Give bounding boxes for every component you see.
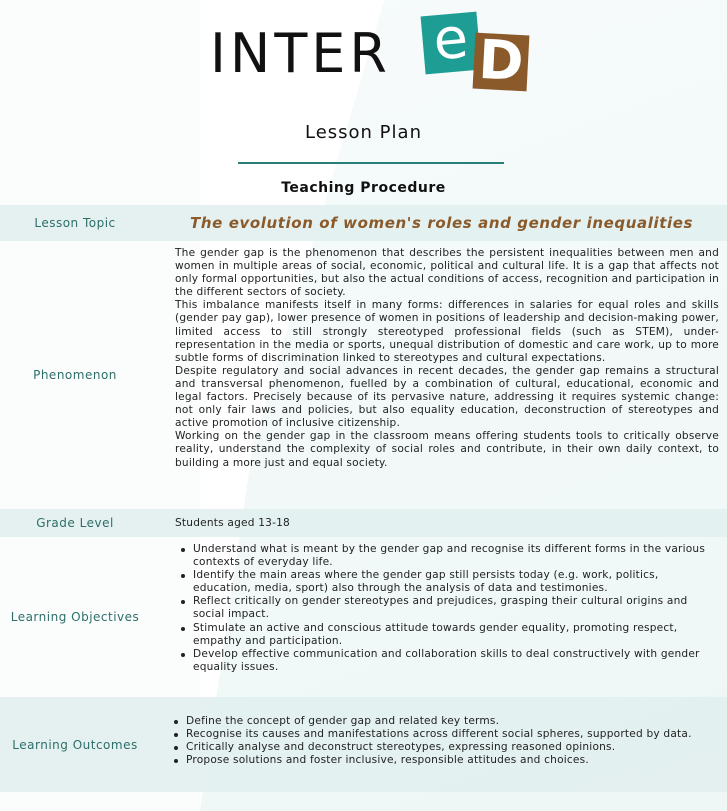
- document-title: Lesson Plan: [305, 122, 422, 143]
- logo-d-tile: D: [473, 33, 530, 92]
- objective-item: Understand what is meant by the gender gap and recognise its different forms in the various contexts of everyday life.: [175, 543, 719, 569]
- objective-item: Stimulate an active and conscious attitude towards gender equality, promoting respect, empathy and participation.: [175, 622, 719, 648]
- label-learning-outcomes: Learning Outcomes: [12, 737, 138, 752]
- row-grade-level: [0, 509, 727, 537]
- label-lesson-topic: Lesson Topic: [34, 216, 116, 230]
- learning-outcomes-list: [168, 715, 719, 767]
- phenomenon-paragraph: This imbalance manifests itself in many forms: differences in salaries for equal roles and skills (gender pay gap), lower presence of women in positions of leadership and decision-making power, limited access to still strongly stereotyped professional fields (such as STEM), under-representation in the media or sports, unequal distribution of domestic and care work, up to more subtle forms of discrimination linked to stereotypes and cultural expectations.: [175, 299, 719, 364]
- grade-level-value: Students aged 13-18: [175, 517, 290, 529]
- row-learning-objectives: [0, 537, 727, 697]
- outcome-item: Propose solutions and foster inclusive, responsible attitudes and choices.: [168, 754, 719, 767]
- objective-item: Develop effective communication and collaboration skills to deal constructively with gender equality issues.: [175, 648, 719, 674]
- row-learning-outcomes: [0, 697, 727, 792]
- logo-wordmark: INTER: [210, 22, 391, 85]
- outcome-item: Critically analyse and deconstruct stereotypes, expressing reasoned opinions.: [168, 741, 719, 754]
- objective-item: Reflect critically on gender stereotypes and prejudices, grasping their cultural origins and social impact.: [175, 595, 719, 621]
- row-lesson-topic: [0, 205, 727, 241]
- intered-logo: [210, 5, 530, 94]
- row-phenomenon: [0, 241, 727, 509]
- label-grade-level: Grade Level: [36, 516, 114, 530]
- lesson-topic-value: The evolution of women's roles and gender inequalities: [190, 214, 694, 232]
- learning-objectives-list: [175, 543, 719, 674]
- label-learning-objectives: Learning Objectives: [10, 610, 140, 624]
- objective-item: Identify the main areas where the gender gap still persists today (e.g. work, politics, education, media, sport) also through the analysis of data and testimonies.: [175, 569, 719, 595]
- outcome-item: Define the concept of gender gap and related key terms.: [168, 715, 719, 728]
- outcome-item: Recognise its causes and manifestations across different social spheres, supported by data.: [168, 728, 719, 741]
- label-phenomenon: Phenomenon: [33, 368, 117, 382]
- section-title: Teaching Procedure: [281, 180, 446, 196]
- title-divider: [238, 162, 504, 164]
- phenomenon-paragraph: The gender gap is the phenomenon that describes the persistent inequalities between men and women in multiple areas of social, economic, political and cultural life. It is a gap that affects not only formal opportunities, but also the actual conditions of access, recognition and participation in the different sectors of society.: [175, 247, 719, 299]
- phenomenon-paragraph: Working on the gender gap in the classroom means offering students tools to critically observe reality, understand the complexity of social roles and contribute, in their own daily context, to building a more just and equal society.: [175, 430, 719, 469]
- phenomenon-text: [175, 247, 719, 470]
- logo-e-tile: e: [421, 12, 482, 75]
- phenomenon-paragraph: Despite regulatory and social advances in recent decades, the gender gap remains a structural and transversal phenomenon, fuelled by a combination of cultural, educational, economic and legal factors. Precisely because of its pervasive nature, addressing it requires systemic change: not only fair laws and policies, but also equality education, deconstruction of stereotypes and active promotion of inclusive citizenship.: [175, 364, 719, 430]
